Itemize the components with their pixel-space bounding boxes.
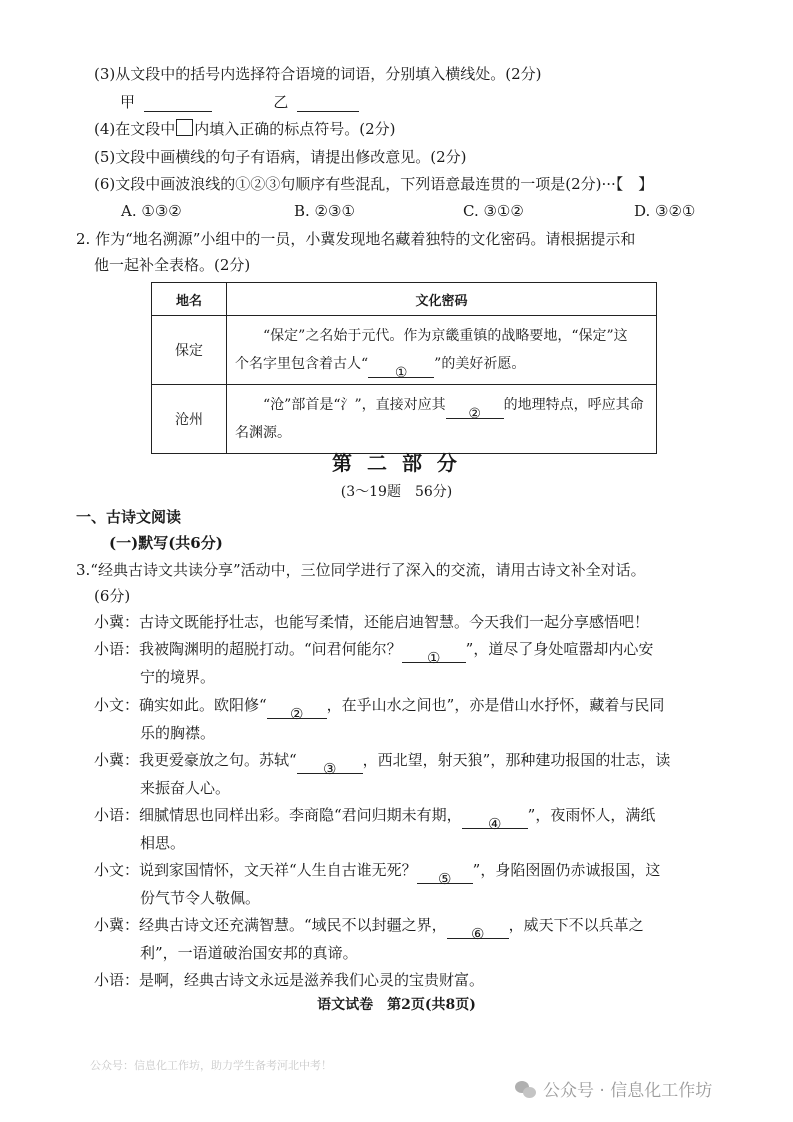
dictation-blank-4[interactable]: ④ bbox=[462, 810, 528, 829]
place-baoding: 保定 bbox=[152, 316, 227, 385]
dialog-line bbox=[94, 966, 734, 994]
question-5-prompt: (5)文段中画横线的句子有语病，请提出修改意见。(2分) bbox=[94, 148, 467, 166]
dialog-line bbox=[94, 691, 734, 747]
question-6-prompt: (6)文段中画波浪线的①②③句顺序有些混乱，下列语意最连贯的一项是(2分)···【 】 bbox=[94, 175, 654, 193]
dialog-text: 小文：说到家国情怀，文天祥“人生自古谁无死？ bbox=[94, 861, 417, 879]
baoding-code bbox=[227, 316, 657, 385]
dialog-text-cont: 份气节令人敬佩。 bbox=[140, 889, 261, 907]
table-header-row bbox=[152, 283, 657, 316]
place-name-table bbox=[151, 282, 657, 454]
dialog-line bbox=[94, 801, 734, 857]
dialog-text: 小文：确实如此。欧阳修“ bbox=[94, 696, 267, 714]
table-blank-1[interactable]: ① bbox=[368, 359, 434, 378]
question-3-answer-line bbox=[120, 92, 359, 112]
dialog-text: 小语：我被陶渊明的超脱打动。“问君何能尔？ bbox=[94, 640, 402, 658]
cangzhou-text-b: 名渊源。 bbox=[235, 425, 291, 441]
cangzhou-code bbox=[227, 385, 657, 454]
question-3-prompt: (3)从文段中的括号内选择符合语境的词语，分别填入横线处。(2分) bbox=[94, 65, 542, 83]
dictation-blank-2[interactable]: ② bbox=[267, 700, 327, 719]
baoding-text-b-pre: 个名字里包含着古人“ bbox=[235, 356, 369, 372]
part-2-subtitle: (3～19题 56分) bbox=[340, 484, 453, 500]
blank-yi[interactable] bbox=[297, 93, 359, 112]
dialog-text: ，在乎山水之间也”，亦是借山水抒怀，藏着与民同 bbox=[326, 696, 665, 714]
question-4-prompt bbox=[94, 119, 396, 139]
table-row bbox=[152, 316, 657, 385]
dialog-text: ”，夜雨怀人，满纸 bbox=[527, 806, 656, 824]
dialog-text: 小冀：我更爱豪放之句。苏轼“ bbox=[94, 751, 297, 769]
baoding-text-a: “保定”之名始于元代。作为京畿重镇的战略要地，“保定”这 bbox=[263, 328, 628, 344]
question-4-text-a: (4)在文段中 bbox=[94, 120, 176, 138]
option-b[interactable]: B. ②③① bbox=[294, 202, 355, 220]
wechat-watermark bbox=[515, 1076, 712, 1101]
question-3b-prompt-cont: (6分) bbox=[94, 587, 131, 605]
dialog-text: 小冀：经典古诗文还充满智慧。“域民不以封疆之界， bbox=[94, 916, 447, 934]
dictation-blank-1[interactable]: ① bbox=[402, 644, 466, 663]
cangzhou-text-a-pre: “沧”部首是“氵”，直接对应其 bbox=[263, 397, 446, 413]
cangzhou-text-a bbox=[235, 391, 648, 422]
question-4-text-b: 内填入正确的标点符号。(2分) bbox=[194, 120, 396, 138]
dialog-line bbox=[94, 635, 734, 691]
section-heading: 一、古诗文阅读 bbox=[76, 508, 182, 526]
dialog-line bbox=[94, 746, 734, 802]
wechat-account-name: 公众号 · 信息化工作坊 bbox=[543, 1081, 713, 1101]
option-d[interactable]: D. ③②① bbox=[634, 202, 696, 220]
dialog-text: 小语：是啊，经典古诗文永远是滋养我们心灵的宝贵财富。 bbox=[94, 971, 485, 989]
page-footer: 语文试卷 第2页(共8页) bbox=[317, 997, 476, 1013]
blank-jia[interactable] bbox=[144, 93, 212, 112]
dictation-blank-3[interactable]: ③ bbox=[297, 755, 363, 774]
dialog-text: ，西北望，射天狼”，那种建功报国的壮志，读 bbox=[362, 751, 671, 769]
table-row bbox=[152, 385, 657, 454]
dialog-text-cont: 宁的境界。 bbox=[140, 668, 216, 686]
baoding-text-b-post: ”的美好祈愿。 bbox=[434, 356, 526, 372]
dialog-text: ”，身陷囹圄仍赤诚报国，这 bbox=[472, 861, 661, 879]
dialog-line bbox=[94, 856, 734, 912]
baoding-text-b bbox=[235, 350, 648, 381]
part-2-title: 第 二 部 分 bbox=[332, 451, 461, 475]
question-2-prompt: 2. 作为“地名溯源”小组中的一员，小冀发现地名藏着独特的文化密码。请根据提示和 bbox=[76, 230, 636, 248]
label-jia: 甲 bbox=[120, 93, 136, 111]
question-2-prompt-cont: 他一起补全表格。(2分) bbox=[94, 256, 251, 274]
watermark-text: 公众号：信息化工作坊，助力学生备考河北中考！ bbox=[90, 1059, 332, 1072]
cangzhou-text-a-post: 的地理特点，呼应其命 bbox=[503, 397, 644, 413]
dialog-line bbox=[94, 911, 734, 967]
dialog-text: 小语：细腻情思也同样出彩。李商隐“君问归期未有期， bbox=[94, 806, 462, 824]
place-cangzhou: 沧州 bbox=[152, 385, 227, 454]
dialog-text: ”，道尽了身处喧嚣却内心安 bbox=[465, 640, 654, 658]
dictation-blank-5[interactable]: ⑤ bbox=[417, 865, 473, 884]
dialog-text-cont: 来振奋人心。 bbox=[140, 779, 231, 797]
wechat-icon bbox=[515, 1079, 537, 1099]
dialog-text: ，威天下不以兵革之 bbox=[508, 916, 644, 934]
option-c[interactable]: C. ③①② bbox=[463, 202, 524, 220]
label-yi: 乙 bbox=[273, 93, 289, 111]
dictation-blank-6[interactable]: ⑥ bbox=[447, 920, 509, 939]
option-a[interactable]: A. ①③② bbox=[121, 202, 182, 220]
dialog-text: 小冀：古诗文既能抒壮志，也能写柔情，还能启迪智慧。今天我们一起分享感悟吧！ bbox=[94, 613, 650, 631]
header-place-name: 地名 bbox=[152, 283, 227, 316]
blank-box[interactable] bbox=[176, 119, 193, 136]
table-blank-2[interactable]: ② bbox=[446, 400, 504, 419]
header-culture-code: 文化密码 bbox=[227, 283, 657, 316]
dialog-text-cont: 相思。 bbox=[140, 834, 186, 852]
question-3b-prompt: 3.“经典古诗文共读分享”活动中，三位同学进行了深入的交流，请用古诗文补全对话。 bbox=[76, 561, 646, 579]
dialog-text-cont: 乐的胸襟。 bbox=[140, 724, 216, 742]
dialog-line bbox=[94, 608, 734, 636]
subsection-heading: (一)默写(共6分) bbox=[109, 534, 223, 552]
dialog-text-cont: 利”，一语道破治国安邦的真谛。 bbox=[140, 944, 358, 962]
